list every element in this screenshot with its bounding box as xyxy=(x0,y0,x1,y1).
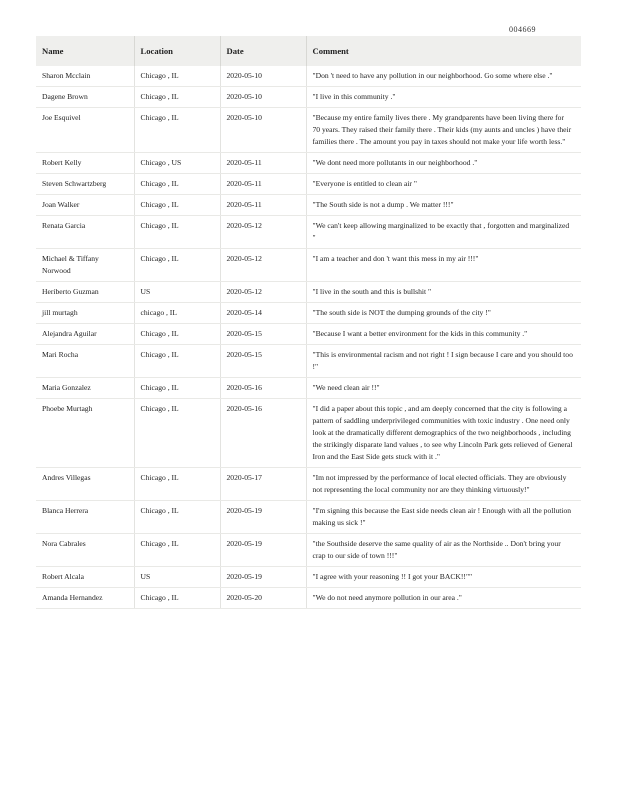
cell-location: Chicago , IL xyxy=(134,87,220,108)
cell-comment: "I am a teacher and don 't want this mess in my air !!!" xyxy=(306,249,581,282)
cell-date: 2020-05-10 xyxy=(220,87,306,108)
cell-name: Robert Kelly xyxy=(36,153,134,174)
table-row xyxy=(36,468,581,501)
cell-name: Nora Cabrales xyxy=(36,534,134,567)
cell-name: Joe Esquivel xyxy=(36,108,134,153)
cell-name: Alejandra Aguilar xyxy=(36,324,134,345)
cell-name: Dagene Brown xyxy=(36,87,134,108)
cell-location: Chicago , IL xyxy=(134,399,220,468)
cell-comment: "The South side is not a dump . We matter !!!" xyxy=(306,195,581,216)
cell-date: 2020-05-17 xyxy=(220,468,306,501)
table-row xyxy=(36,66,581,87)
cell-date: 2020-05-19 xyxy=(220,534,306,567)
cell-date: 2020-05-19 xyxy=(220,501,306,534)
cell-name: Amanda Hernandez xyxy=(36,588,134,609)
cell-location: Chicago , IL xyxy=(134,534,220,567)
table-row xyxy=(36,282,581,303)
cell-comment: "We can't keep allowing marginalized to be exactly that , forgotten and marginalized " xyxy=(306,216,581,249)
cell-date: 2020-05-12 xyxy=(220,216,306,249)
table-row xyxy=(36,249,581,282)
cell-comment: "Everyone is entitled to clean air " xyxy=(306,174,581,195)
cell-comment: "This is environmental racism and not right ! I sign because I care and you should too !" xyxy=(306,345,581,378)
cell-comment: "I live in the south and this is bullshit " xyxy=(306,282,581,303)
cell-comment: "I live in this community ." xyxy=(306,87,581,108)
table-row xyxy=(36,108,581,153)
table-row xyxy=(36,567,581,588)
cell-date: 2020-05-16 xyxy=(220,378,306,399)
cell-name: Heriberto Guzman xyxy=(36,282,134,303)
table-row xyxy=(36,87,581,108)
table-row xyxy=(36,588,581,609)
cell-name: Mari Rocha xyxy=(36,345,134,378)
cell-comment: "Im not impressed by the performance of local elected officials. They are obviously not representing the local community nor are they thinking virtuously!" xyxy=(306,468,581,501)
header-date: Date xyxy=(220,36,306,66)
cell-comment: "Because I want a better environment for the kids in this community ." xyxy=(306,324,581,345)
cell-date: 2020-05-11 xyxy=(220,174,306,195)
table-row xyxy=(36,174,581,195)
cell-location: Chicago , IL xyxy=(134,345,220,378)
table-row xyxy=(36,501,581,534)
cell-location: US xyxy=(134,282,220,303)
cell-location: US xyxy=(134,567,220,588)
table-row xyxy=(36,378,581,399)
cell-name: Blanca Herrera xyxy=(36,501,134,534)
cell-date: 2020-05-10 xyxy=(220,66,306,87)
cell-comment: "I agree with your reasoning !! I got your BACK!!"" xyxy=(306,567,581,588)
cell-date: 2020-05-19 xyxy=(220,567,306,588)
cell-name: Renata Garcia xyxy=(36,216,134,249)
cell-location: Chicago , IL xyxy=(134,249,220,282)
cell-comment: "Because my entire family lives there . My grandparents have been living there for 70 years. They raised their family there . Their kids (my aunts and uncles ) have their families there . The amount you pay in taxes should not make your life worth less." xyxy=(306,108,581,153)
cell-name: Joan Walker xyxy=(36,195,134,216)
cell-location: Chicago , IL xyxy=(134,468,220,501)
table-row xyxy=(36,534,581,567)
cell-date: 2020-05-11 xyxy=(220,195,306,216)
cell-location: chicago , IL xyxy=(134,303,220,324)
cell-location: Chicago , IL xyxy=(134,588,220,609)
cell-location: Chicago , IL xyxy=(134,195,220,216)
table-row xyxy=(36,303,581,324)
table-row xyxy=(36,324,581,345)
cell-date: 2020-05-14 xyxy=(220,303,306,324)
cell-location: Chicago , IL xyxy=(134,324,220,345)
header-location: Location xyxy=(134,36,220,66)
cell-location: Chicago , IL xyxy=(134,66,220,87)
cell-date: 2020-05-15 xyxy=(220,345,306,378)
cell-date: 2020-05-15 xyxy=(220,324,306,345)
header-name: Name xyxy=(36,36,134,66)
cell-name: Robert Alcala xyxy=(36,567,134,588)
cell-comment: "I did a paper about this topic , and am deeply concerned that the city is following a pattern of saddling underprivileged communities with toxic industry . One need only look at the dramatically different demographics of the two neighborhoods , including the strikingly disparate land values , to see why Lincoln Park gets relieved of General Iron and the East Side gets stuck with it ." xyxy=(306,399,581,468)
table-row xyxy=(36,195,581,216)
cell-comment: "The south side is NOT the dumping grounds of the city !" xyxy=(306,303,581,324)
cell-name: Michael & Tiffany Norwood xyxy=(36,249,134,282)
cell-location: Chicago , IL xyxy=(134,216,220,249)
cell-date: 2020-05-12 xyxy=(220,282,306,303)
cell-name: jill murtagh xyxy=(36,303,134,324)
cell-comment: "the Southside deserve the same quality of air as the Northside .. Don't bring your crap to our side of town !!!" xyxy=(306,534,581,567)
cell-location: Chicago , IL xyxy=(134,501,220,534)
table-row xyxy=(36,216,581,249)
cell-comment: "Don 't need to have any pollution in our neighborhood. Go some where else ." xyxy=(306,66,581,87)
cell-date: 2020-05-20 xyxy=(220,588,306,609)
cell-comment: "We need clean air !!" xyxy=(306,378,581,399)
table-row xyxy=(36,153,581,174)
cell-comment: "I'm signing this because the East side needs clean air ! Enough with all the pollution making us sick !" xyxy=(306,501,581,534)
petition-comments-table xyxy=(36,36,581,609)
cell-name: Steven Schwartzberg xyxy=(36,174,134,195)
cell-name: Phoebe Murtagh xyxy=(36,399,134,468)
cell-date: 2020-05-16 xyxy=(220,399,306,468)
cell-comment: "We dont need more pollutants in our neighborhood ." xyxy=(306,153,581,174)
cell-name: Sharon Mcclain xyxy=(36,66,134,87)
cell-location: Chicago , IL xyxy=(134,378,220,399)
cell-date: 2020-05-10 xyxy=(220,108,306,153)
cell-location: Chicago , IL xyxy=(134,174,220,195)
cell-location: Chicago , US xyxy=(134,153,220,174)
cell-location: Chicago , IL xyxy=(134,108,220,153)
cell-name: Andres Villegas xyxy=(36,468,134,501)
cell-date: 2020-05-12 xyxy=(220,249,306,282)
table-row xyxy=(36,399,581,468)
cell-name: Maria Gonzalez xyxy=(36,378,134,399)
header-row xyxy=(36,36,581,66)
cell-comment: "We do not need anymore pollution in our area ." xyxy=(306,588,581,609)
header-comment: Comment xyxy=(306,36,581,66)
cell-date: 2020-05-11 xyxy=(220,153,306,174)
table-row xyxy=(36,345,581,378)
document-id: 004669 xyxy=(509,25,536,34)
